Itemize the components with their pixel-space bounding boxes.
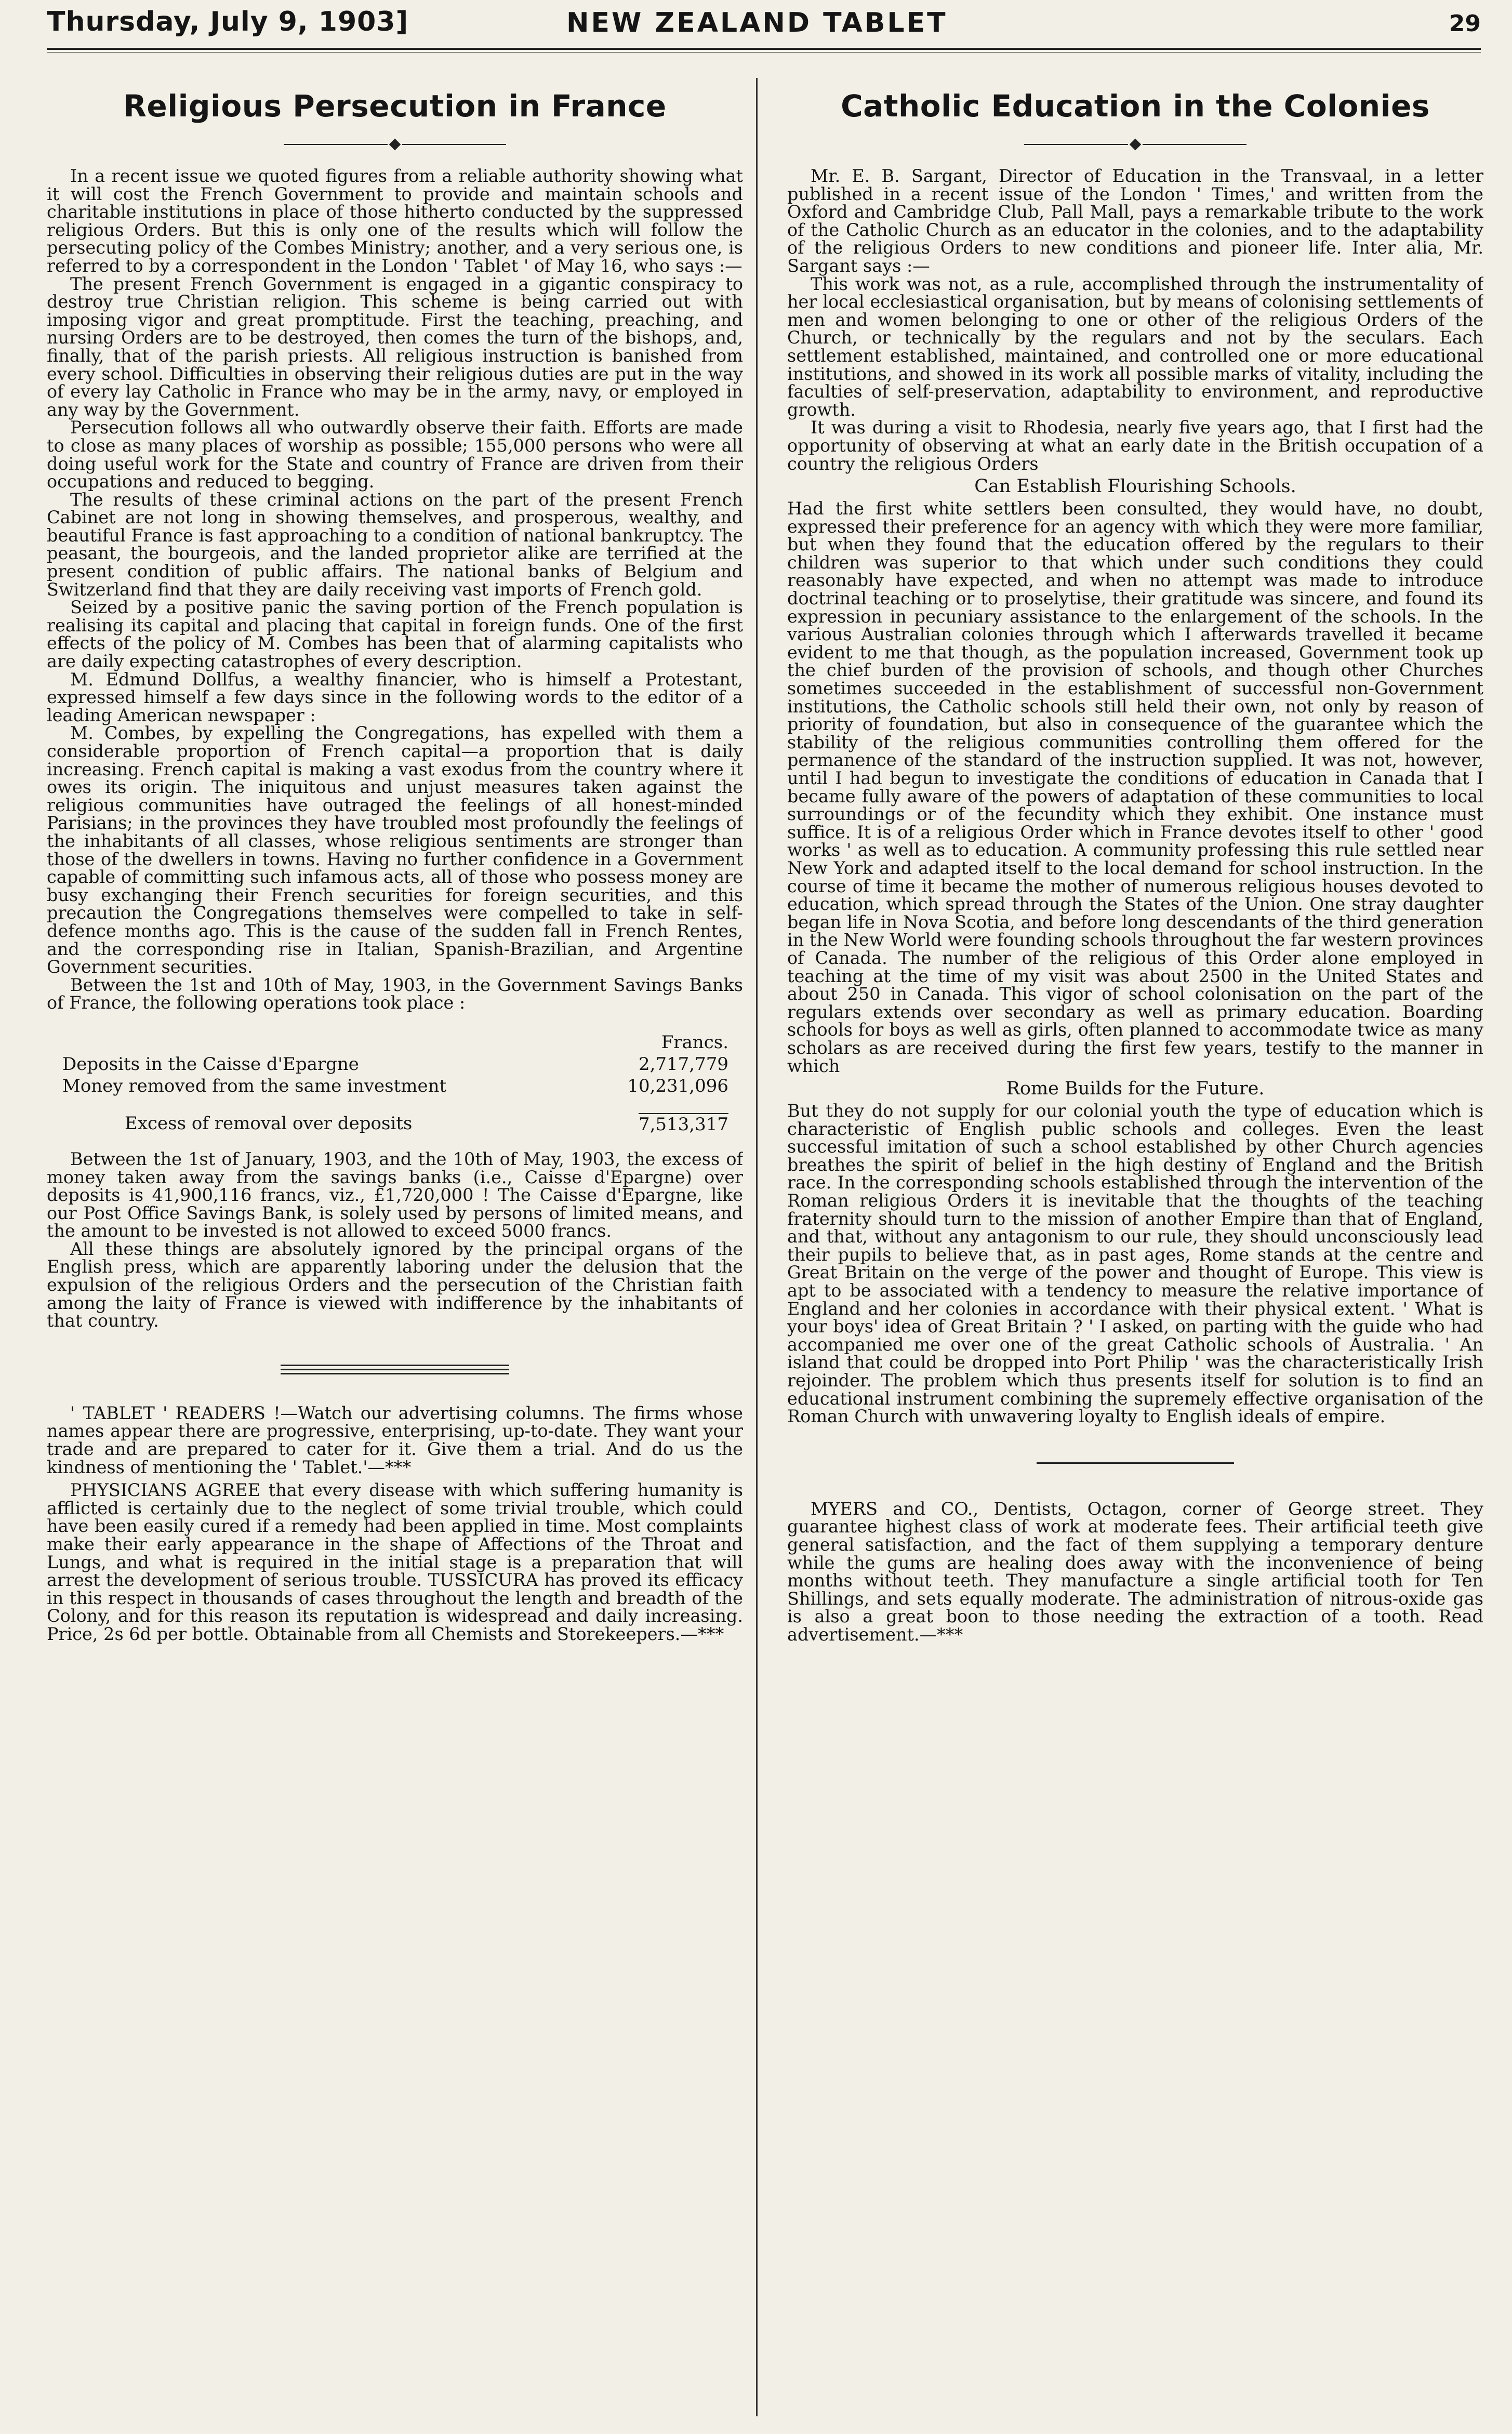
headline-ornament xyxy=(787,136,1483,152)
table-row xyxy=(47,1054,743,1076)
subheading: Can Establish Flourishing Schools. xyxy=(974,476,1296,497)
table-row-value: 2,717,779 xyxy=(638,1053,728,1075)
article-paragraph: The present French Government is engaged in a gigantic conspiracy to destroy true Christian religion. This scheme is being carried out with imposing vigor and great promptitude. First the teaching, preaching, and nursing Orders are to be destroyed, then comes the turn of the bishops, and, finally, that of the parish priests. All religious instruction is banished from every school. Difficulties in observing their religious duties are put in the way of every lay Catholic in France who may be in the army, navy, or employed in any way by the Government. xyxy=(47,273,743,420)
article-paragraph: M. Edmund Dollfus, a wealthy financier, who is himself a Protestant, expressed himself a few days since in the following words to the editor of a leading American newspaper : xyxy=(47,669,743,725)
table-row xyxy=(47,1076,743,1097)
article-paragraph: Had the first white settlers been consulted, they would have, no doubt, expressed their preference for an agency with which they were more familiar, but when they found that the education offered by the regulars to their children was superior to that which under such conditions they could reasonably have expected, and when no attempt was made to introduce doctrinal teaching or to proselytise, their gratitude was sincere, and found its expression in pecuniary assistance to the enlargement of the schools. In the various Australian colonies through which I afterwards travelled it became evident to me that though, as the population increased, Government took up the chief burden of the provision of schools, and though other Churches sometimes succeeded in the establishment of successful non-Government institutions, the Catholic schools still held their own, not only by reason of priority of foundation, but also in consequence of the guarantee which the stability of the religious communities controlling them offered for the permanence of the standard of the instruction supplied. It was not, however, until I had begun to investigate the conditions of education in Canada that I became fully aware of the powers of adaptation of these communities to local surroundings or of the fecundity which they exhibit. One instance must suffice. It is of a religious Order which in France devotes itself to other ' good works ' as well as to education. A community professing this rule settled near New York and adapted itself to the local demand for school instruction. In the course of time it became the mother of numerous religious houses devoted to education, which spread through the States of the Union. One stray daughter began life in Nova Scotia, and before long descendants of the third generation in the New World were founding schools throughout the far western provinces of Canada. The number of the religious of this Order alone employed in teaching at the time of my visit was about 2500 in the United States and about 250 in Canada. This vigor of school colonisation on the part of the regulars extends over secondary as well as primary education. Boarding schools for boys as well as girls, often planned to accommodate twice as many scholars as are received during the first few years, testify to the manner in which xyxy=(787,498,1483,1076)
page-header xyxy=(47,0,1481,61)
article-paragraph: Persecution follows all who outwardly observe their faith. Efforts are made to close as many places of worship as possible; 155,000 persons who were all doing useful work for the State and country of France are driven from their occupations and reduced to begging. xyxy=(47,417,743,492)
article-paragraph: M. Combes, by expelling the Congregations, has expelled with them a considerable proportion of French capital—a proportion that is daily increasing. French capital is making a vast exodus from the country where it owes its origin. The iniquitous and unjust measures taken against the religious communities have outraged the feelings of all honest-minded Parisians; in the provinces they have troubled most profoundly the feelings of the inhabitants of all classes, whose religious sentiments are stronger than those of the dwellers in towns. Having no further confidence in a Government capable of committing such infamous acts, all of those who possess money are busy exchanging their French securities for foreign securities, and this precaution the Congregations themselves were compelled to take in self-defence months ago. This is the cause of the sudden fall in French Rentes, and the corresponding rise in Italian, Spanish-Brazilian, and Argentine Government securities. xyxy=(47,723,743,977)
table-header-row xyxy=(47,1032,743,1054)
article-paragraph: Mr. E. B. Sargant, Director of Education in the Transvaal, in a letter published in a recent issue of the London ' Times,' and written from the Oxford and Cambridge Club, Pall Mall, pays a remarkable tribute to the work of the Catholic Church as an educator in the colonies, and to the adaptability of the religious Orders to new conditions and pioneer life. Inter alia, Mr. Sargant says :— xyxy=(787,166,1483,276)
subheading: Rome Builds for the Future. xyxy=(1006,1078,1265,1100)
section-rule xyxy=(281,1365,509,1374)
table-sum-label: Excess of removal over deposits xyxy=(125,1113,413,1134)
section-rule xyxy=(1037,1462,1234,1464)
article-paragraph: Between the 1st of January, 1903, and the 10th of May, 1903, the excess of money taken away from the savings banks (i.e., Caisse d'Epargne) over deposits is 41,900,116 francs, viz., £1,720,000 ! The Caisse d'Epargne, like our Post Office Savings Bank, is solely used by persons of limited means, and the amount to be invested is not allowed to exceed 5000 francs. xyxy=(47,1148,743,1241)
issue-date: Thursday, July 9, 1903] xyxy=(47,6,409,37)
advertisement-tussicura: PHYSICIANS AGREE that every disease with which suffering humanity is afflicted is certainly due to the neglect of some trivial trouble, which could have been easily cured if a remedy had been applied in time. Most complaints make their early appearance in the shape of Affections of the Throat and Lungs, and what is required in the initial stage is a preparation that will arrest the development of serious trouble. TUSSICURA has proved its efficacy in this respect in thousands of cases throughout the length and breadth of the Colony, and for this reason its reputation is widespread and daily increasing. Price, 2s 6d per bottle. Obtainable from all Chemists and Storekeepers.—*** xyxy=(47,1480,743,1644)
header-rule xyxy=(47,48,1481,50)
article-paragraph: The results of these criminal actions on the part of the present French Cabinet are not long in showing themselves, and prosperous, wealthy, and beautiful France is fast approaching to a condition of national bankruptcy. The peasant, the bourgeois, and the landed proprietor alike are terrified at the present condition of public affairs. The national banks of Belgium and Switzerland find that they are daily receiving vast imports of French gold. xyxy=(47,489,743,600)
page-number: 29 xyxy=(1449,10,1481,37)
article-paragraph: But they do not supply for our colonial youth the type of education which is characteristic of English public schools and colleges. Even the least successful imitation of such a school established by other Church agencies breathes the spirit of belief in the high destiny of England and the British race. In the corresponding schools established through the intervention of the Roman religious Orders it is inevitable that the thoughts of the teaching fraternity should turn to the mission of another Empire than that of England, and that, without any antagonism to our rule, they should unconsciously lead their pupils to believe that, as in past ages, Rome stands at the centre and Great Britain on the verge of the power and thought of Europe. This view is apt to be associated with a tendency to measure the relative importance of England and her colonies in accordance with their physical extent. ' What is your boys' idea of Great Britain ? ' I asked, on parting with the guide who had accompanied me over one of the great Catholic schools of Australia. ' An island that could be dropped into Port Philip ' was the characteristically Irish rejoinder. The problem which thus presents itself for solution is to find an educational instrument combining the supremely effective organisation of the Roman Church with unwavering loyalty to English ideals of empire. xyxy=(787,1101,1483,1427)
article-paragraph: Between the 1st and 10th of May, 1903, in the Government Savings Banks of France, the following operations took place : xyxy=(47,974,743,1013)
savings-bank-table xyxy=(47,1032,743,1135)
table-row-value: 10,231,096 xyxy=(627,1075,728,1096)
table-row-label: Deposits in the Caisse d'Epargne xyxy=(62,1053,359,1075)
article-paragraph: It was during a visit to Rhodesia, nearly five years ago, that I first had the opportunity of observing at what an early date in the British occupation of a country the religious Orders xyxy=(787,417,1483,474)
table-row-label: Money removed from the same investment xyxy=(62,1075,447,1096)
masthead-title: NEW ZEALAND TABLET xyxy=(566,7,948,38)
article-headline-persecution: Religious Persecution in France xyxy=(123,88,667,124)
table-sum-row xyxy=(47,1113,743,1135)
advertisement-myers-dentists: MYERS and CO., Dentists, Octagon, corner of George street. They guarantee highest class of work at moderate fees. Their artificial teeth give general satisfaction, and the fact of them supplying a temporary denture while the gums are healing does away with the inconvenience of being months without teeth. They manufacture a single artificial tooth for Ten Shillings, and sets equally moderate. The administration of nitrous-oxide gas is also a great boon to those needing the extraction of a tooth. Read advertisement.—*** xyxy=(787,1498,1483,1645)
table-sum-value: 7,513,317 xyxy=(638,1114,728,1135)
left-column xyxy=(47,78,743,2416)
article-paragraph: Seized by a positive panic the saving portion of the French population is realising its capital and placing that capital in foreign funds. One of the first effects of the policy of M. Combes has been that of alarming capitalists who are daily expecting catastrophes of every description. xyxy=(47,597,743,672)
article-headline-education: Catholic Education in the Colonies xyxy=(841,88,1430,124)
table-unit: Francs. xyxy=(661,1031,728,1053)
article-paragraph: All these things are absolutely ignored by the principal organs of the English press, which are apparently laboring under the delusion that the expulsion of the religious Orders and the persecution of the Christian faith among the laity of France is viewed with indifference by the inhabitants of that country. xyxy=(47,1238,743,1331)
headline-ornament xyxy=(47,136,743,152)
column-divider xyxy=(756,78,758,2416)
advertisement-tablet-readers: ' TABLET ' READERS !—Watch our advertising columns. The firms whose names appear there are progressive, enterprising, up-to-date. They want your trade and are prepared to cater for it. Give them a trial. And do us the kindness of mentioning the ' Tablet.'—*** xyxy=(47,1403,743,1477)
article-paragraph: In a recent issue we quoted figures from a reliable authority showing what it will cost the French Government to provide and maintain schools and charitable institutions in place of those hitherto conducted by the suppressed religious Orders. But this is only one of the results which will follow the persecuting policy of the Combes Ministry; another, and a very serious one, is referred to by a correspondent in the London ' Tablet ' of May 16, who says :— xyxy=(47,166,743,276)
article-paragraph: This work was not, as a rule, accomplished through the instrumentality of her local ecclesiastical organisation, but by means of colonising settlements of men and women belonging to one or other of the religious Orders of the Church, or technically by the regulars and not by the seculars. Each settlement established, maintained, and controlled one or more educational institutions, and showed in its work all possible marks of vitality, including the faculties of self-preservation, adaptability to environment, and reproductive growth. xyxy=(787,273,1483,420)
right-column xyxy=(787,78,1483,2416)
